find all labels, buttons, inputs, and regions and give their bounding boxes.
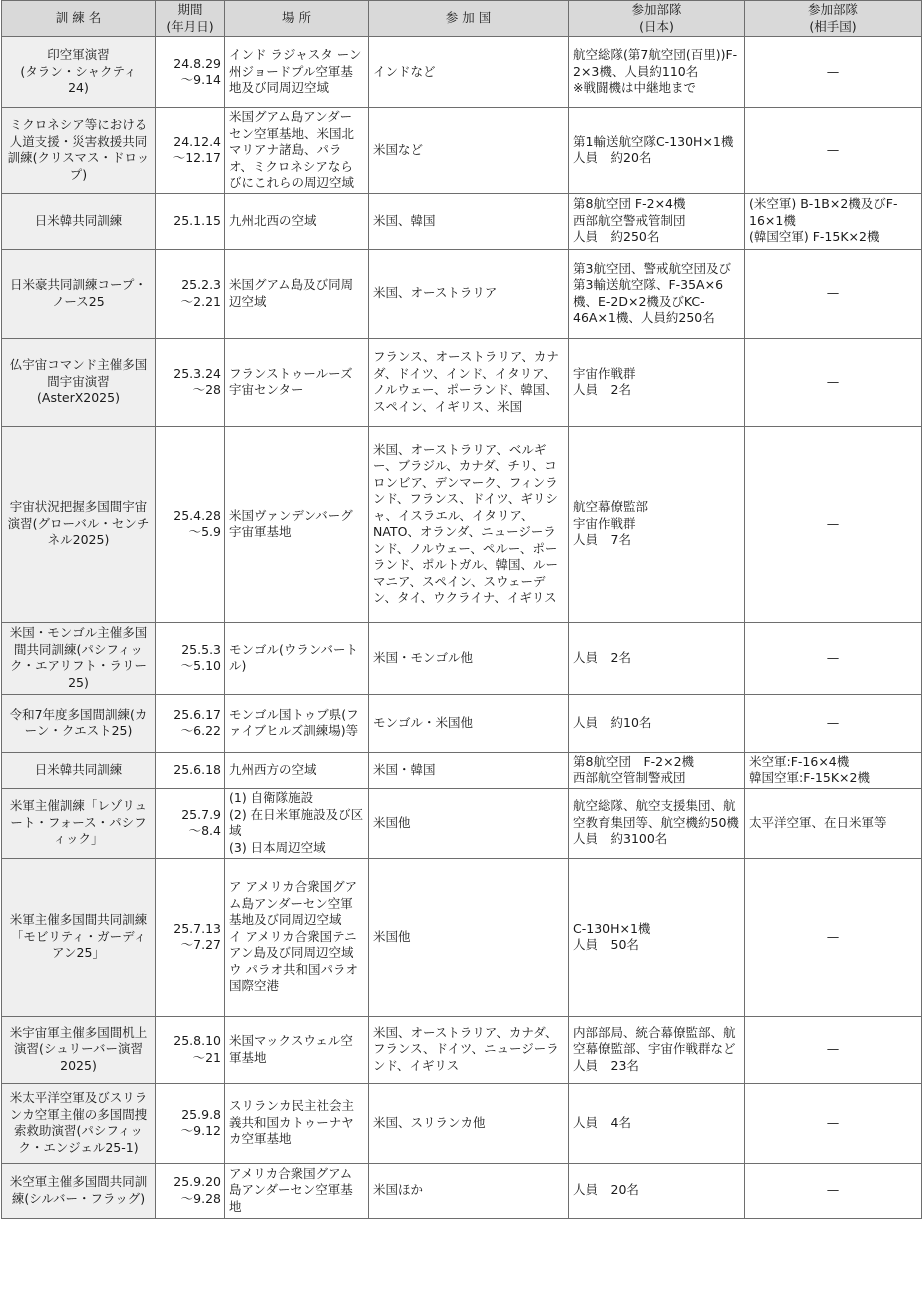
partner-units-cell <box>745 1083 922 1163</box>
japan-units-cell <box>569 426 745 622</box>
participating-countries: 米国、韓国 <box>373 212 436 228</box>
exercise-name-cell <box>2 426 156 622</box>
participating-countries-cell <box>369 193 569 249</box>
participating-countries-cell <box>369 1083 569 1163</box>
japan-units-cell <box>569 249 745 338</box>
partner-units-cell <box>745 694 922 752</box>
exercise-place: 米国グアム島アンダーセン空軍基地、米国北マリアナ諸島、パラオ、ミクロネシアならびにこれらの周辺空域 <box>229 109 355 190</box>
participating-countries-cell <box>369 622 569 694</box>
table-row <box>2 1083 922 1163</box>
exercise-period-cell <box>156 249 225 338</box>
exercise-period: 25.9.20 ～9.28 <box>173 1174 221 1206</box>
partner-units-cell <box>745 108 922 194</box>
exercise-name-cell <box>2 694 156 752</box>
partner-units: — <box>826 285 840 301</box>
exercise-period-cell <box>156 338 225 426</box>
exercise-place-cell <box>225 108 369 194</box>
exercise-period: 25.9.8 ～9.12 <box>180 1106 221 1138</box>
participating-countries: 米国他 <box>373 814 411 830</box>
table-row <box>2 37 922 108</box>
participating-countries-cell <box>369 249 569 338</box>
partner-units-cell <box>745 858 922 1016</box>
exercise-place-cell <box>225 426 369 622</box>
japan-units-cell <box>569 694 745 752</box>
header-row <box>2 1 922 37</box>
participating-countries-cell <box>369 37 569 108</box>
exercise-place-cell <box>225 694 369 752</box>
japan-units-cell <box>569 622 745 694</box>
partner-units-cell <box>745 788 922 858</box>
exercise-period: 25.7.9 ～8.4 <box>181 806 221 838</box>
japan-units: 人員 約10名 <box>573 714 652 730</box>
participating-countries-cell <box>369 426 569 622</box>
exercise-name: 日米韓共同訓練 <box>34 212 123 228</box>
table-body <box>2 37 922 1219</box>
partner-units: — <box>826 1114 840 1130</box>
exercise-name: 宇宙状況把握多国間宇宙演習(グローバル・センチネル2025) <box>7 499 150 548</box>
participating-countries: 米国、スリランカ他 <box>373 1114 486 1130</box>
japan-units: 第8航空団 F-2×4機 西部航空警戒管制団 人員 約250名 <box>573 196 686 245</box>
table-row <box>2 193 922 249</box>
japan-units-cell <box>569 108 745 194</box>
exercise-period: 25.3.24 ～28 <box>173 365 221 397</box>
table-row <box>2 1163 922 1218</box>
participating-countries: フランス、オーストラリア、カナダ、ドイツ、インド、イタリア、ノルウェー、ポーランド、韓国、スペイン、イギリス、米国 <box>373 349 559 414</box>
exercise-period-cell <box>156 622 225 694</box>
exercise-place-cell <box>225 788 369 858</box>
japan-units-cell <box>569 788 745 858</box>
exercise-name: 米宇宙軍主催多国間机上演習(シュリーバー演習2025) <box>9 1024 148 1073</box>
table-row <box>2 858 922 1016</box>
participating-countries: 米国、オーストラリア、ベルギー、ブラジル、カナダ、チリ、コロンビア、デンマーク、フィンランド、フランス、ドイツ、ギリシャ、イスラエル、イタリア、NATO、オランダ、ニュージーランド、ノルウェー、ペルー、ポーランド、ポルトガル、韓国、ルーマニア、スペイン、スウェーデン、タイ、ウクライナ、イギリス <box>373 441 559 605</box>
japan-units: 第3航空団、警戒航空団及び第3輸送航空隊、F-35A×6機、E-2D×2機及びKC-46A×1機、人員約250名 <box>573 260 731 325</box>
header-partner-units: 参加部隊 (相手国) <box>745 1 922 37</box>
exercise-period: 24.8.29 ～9.14 <box>173 55 221 87</box>
table-row <box>2 108 922 194</box>
partner-units-cell <box>745 338 922 426</box>
partner-units-cell <box>745 1016 922 1083</box>
partner-units-cell <box>745 752 922 788</box>
japan-units-cell <box>569 338 745 426</box>
header-period: 期間 (年月日) <box>156 1 225 37</box>
participating-countries-cell <box>369 694 569 752</box>
japan-units-cell <box>569 752 745 788</box>
exercise-place-cell <box>225 1163 369 1218</box>
exercise-name-cell <box>2 338 156 426</box>
partner-units: — <box>826 373 840 389</box>
japan-units: 第1輸送航空隊C-130H×1機 人員 約20名 <box>573 133 734 166</box>
exercise-place: 米国グアム島及び同周辺空域 <box>229 277 354 309</box>
exercise-name-cell <box>2 108 156 194</box>
participating-countries-cell <box>369 1163 569 1218</box>
exercise-period: 25.5.3 ～5.10 <box>180 641 221 673</box>
partner-units-cell <box>745 37 922 108</box>
exercise-period-cell <box>156 426 225 622</box>
exercise-name: ミクロネシア等における人道支援・災害救援共同訓練(クリスマス・ドロップ) <box>7 117 150 182</box>
exercise-name-cell <box>2 788 156 858</box>
exercise-place: (1) 自衛隊施設 (2) 在日米軍施設及び区域 (3) 日本周辺空域 <box>229 790 364 855</box>
partner-units: — <box>826 1182 840 1198</box>
exercise-name: 米軍主催訓練「レゾリュート・フォース・パシフィック」 <box>9 798 148 847</box>
exercise-place: 米国マックスウェル空軍基地 <box>229 1033 353 1065</box>
exercise-period: 25.6.18 <box>173 761 221 777</box>
exercise-period: 24.12.4 ～12.17 <box>172 133 221 166</box>
table-row <box>2 752 922 788</box>
exercise-name: 令和7年度多国間訓練(カーン・クエスト25) <box>9 706 148 738</box>
table-row <box>2 694 922 752</box>
japan-units: 航空総隊、航空支援集団、航空教育集団等、航空機約50機 人員 約3100名 <box>573 798 739 847</box>
participating-countries: 米国他 <box>373 928 411 944</box>
exercise-name: 米国・モンゴル主催多国間共同訓練(パシフィック・エアリフト・ラリー25) <box>9 625 148 690</box>
exercise-name: 日米韓共同訓練 <box>34 761 123 777</box>
table-row <box>2 1016 922 1083</box>
japan-units-cell <box>569 858 745 1016</box>
exercise-name-cell <box>2 622 156 694</box>
exercise-place: インド ラジャスタ ーン州ジョードプル空軍基地及び同周辺空域 <box>229 47 362 96</box>
participating-countries-cell <box>369 858 569 1016</box>
exercise-place: モンゴル(ウランバートル) <box>229 641 359 673</box>
exercise-period: 25.1.15 <box>173 212 221 228</box>
participating-countries-cell <box>369 108 569 194</box>
japan-units: 人員 20名 <box>573 1182 639 1198</box>
exercise-period: 25.7.13 ～7.27 <box>173 920 221 952</box>
exercise-name-cell <box>2 1016 156 1083</box>
japan-units-cell <box>569 193 745 249</box>
exercise-place-cell <box>225 1083 369 1163</box>
exercise-period-cell <box>156 858 225 1016</box>
exercise-name-cell <box>2 193 156 249</box>
header-place: 場 所 <box>225 1 369 37</box>
exercise-period-cell <box>156 37 225 108</box>
japan-units-cell <box>569 1163 745 1218</box>
exercise-name: 印空軍演習 (タラン・シャクティ 24) <box>20 47 137 96</box>
japan-units-cell <box>569 1016 745 1083</box>
exercise-name: 米軍主催多国間共同訓練「モビリティ・ガーディアン25」 <box>9 912 148 961</box>
exercise-place: フランストゥールーズ宇宙センター <box>229 365 353 397</box>
exercise-place-cell <box>225 1016 369 1083</box>
header-countries: 参 加 国 <box>369 1 569 37</box>
table-row <box>2 788 922 858</box>
japan-units: C-130H×1機 人員 50名 <box>573 920 651 952</box>
exercise-name: 米太平洋空軍及びスリランカ空軍主催の多国間捜索救助演習(パシフィック・エンジェル25-1) <box>9 1090 148 1155</box>
exercise-table <box>1 0 922 1219</box>
partner-units: — <box>826 649 840 665</box>
exercise-period: 25.8.10 ～21 <box>173 1033 221 1065</box>
participating-countries-cell <box>369 1016 569 1083</box>
exercise-place-cell <box>225 249 369 338</box>
exercise-place-cell <box>225 193 369 249</box>
table-row <box>2 338 922 426</box>
japan-units-cell <box>569 1083 745 1163</box>
exercise-place-cell <box>225 752 369 788</box>
participating-countries: 米国など <box>373 142 424 157</box>
japan-units: 人員 2名 <box>573 649 631 665</box>
participating-countries: 米国・韓国 <box>373 761 436 777</box>
japan-units: 航空総隊(第7航空団(百里))F-2×3機、人員約110名 ※戦闘機は中継地まで <box>573 47 738 96</box>
exercise-period: 25.2.3 ～2.21 <box>180 277 221 309</box>
participating-countries-cell <box>369 752 569 788</box>
participating-countries-cell <box>369 338 569 426</box>
partner-units-cell <box>745 1163 922 1218</box>
exercise-period-cell <box>156 788 225 858</box>
exercise-name: 仏宇宙コマンド主催多国間宇宙演習 (AsterX2025) <box>9 357 148 406</box>
partner-units: — <box>826 1041 840 1057</box>
partner-units-cell <box>745 193 922 249</box>
exercise-place: 九州北西の空域 <box>229 212 317 228</box>
exercise-period: 25.4.28 ～5.9 <box>173 507 221 539</box>
exercise-period: 25.6.17 ～6.22 <box>173 706 221 738</box>
exercise-period-cell <box>156 1016 225 1083</box>
exercise-name-cell <box>2 37 156 108</box>
exercise-period-cell <box>156 193 225 249</box>
exercise-name-cell <box>2 249 156 338</box>
participating-countries: 米国・モンゴル他 <box>373 649 474 665</box>
japan-units: 航空幕僚監部 宇宙作戦群 人員 7名 <box>573 499 649 548</box>
partner-units-cell <box>745 249 922 338</box>
participating-countries: 米国、オーストラリア <box>373 285 498 301</box>
exercise-name-cell <box>2 858 156 1016</box>
participating-countries: インドなど <box>373 63 436 79</box>
partner-units: — <box>826 142 840 157</box>
exercise-name: 日米豪共同訓練コープ・ノース25 <box>10 277 147 309</box>
exercise-place: アメリカ合衆国グアム島アンダーセン空軍基地 <box>229 1165 353 1214</box>
header-name: 訓 練 名 <box>2 1 156 37</box>
exercise-period-cell <box>156 752 225 788</box>
japan-units-cell <box>569 37 745 108</box>
exercise-place: モンゴル国トゥブ県(ファイブヒルズ訓練場)等 <box>229 706 359 738</box>
participating-countries: 米国ほか <box>373 1182 424 1198</box>
exercise-place: 米国ヴァンデンバーグ宇宙軍基地 <box>229 507 353 539</box>
partner-units: 米空軍:F-16×4機 韓国空軍:F-15K×2機 <box>749 753 870 785</box>
exercise-place: スリランカ民主社会主義共和国カトゥーナヤカ空軍基地 <box>229 1098 355 1147</box>
exercise-name: 米空軍主催多国間共同訓練(シルバー・フラッグ) <box>9 1174 148 1206</box>
exercise-period-cell <box>156 694 225 752</box>
japan-units: 内部部局、統合幕僚監部、航空幕僚監部、宇宙作戦群など 人員 23名 <box>573 1024 736 1073</box>
table-row <box>2 426 922 622</box>
exercise-period-cell <box>156 1163 225 1218</box>
japan-units: 第8航空団 F-2×2機 西部航空管制警戒団 <box>573 753 695 785</box>
exercise-name-cell <box>2 1163 156 1218</box>
participating-countries-cell <box>369 788 569 858</box>
table-header <box>2 1 922 37</box>
partner-units-cell <box>745 426 922 622</box>
exercise-period-cell <box>156 108 225 194</box>
table-row <box>2 249 922 338</box>
partner-units: (米空軍) B-1B×2機及びF-16×1機 (韓国空軍) F-15K×2機 <box>749 196 898 245</box>
partner-units: 太平洋空軍、在日米軍等 <box>749 814 887 830</box>
exercise-place-cell <box>225 622 369 694</box>
exercise-name-cell <box>2 1083 156 1163</box>
partner-units: — <box>826 928 840 944</box>
table-row <box>2 622 922 694</box>
japan-units: 宇宙作戦群 人員 2名 <box>573 365 636 397</box>
exercise-name-cell <box>2 752 156 788</box>
participating-countries: 米国、オーストラリア、カナダ、フランス、ドイツ、ニュージーランド、イギリス <box>373 1024 559 1073</box>
partner-units-cell <box>745 622 922 694</box>
exercise-place-cell <box>225 858 369 1016</box>
header-japan-units: 参加部隊 (日本) <box>569 1 745 37</box>
exercise-period-cell <box>156 1083 225 1163</box>
participating-countries: モンゴル・米国他 <box>373 714 474 730</box>
exercise-place-cell <box>225 338 369 426</box>
japan-units: 人員 4名 <box>573 1114 631 1130</box>
exercise-place: 九州西方の空域 <box>229 761 317 777</box>
partner-units: — <box>826 714 840 730</box>
partner-units: — <box>826 515 840 531</box>
exercise-place: ア アメリカ合衆国グアム島アンダーセン空軍基地及び同周辺空域 イ アメリカ合衆国テニアン島及び同周辺空域 ウ パラオ共和国パラオ国際空港 <box>229 879 358 994</box>
exercise-place-cell <box>225 37 369 108</box>
partner-units: — <box>826 63 840 79</box>
